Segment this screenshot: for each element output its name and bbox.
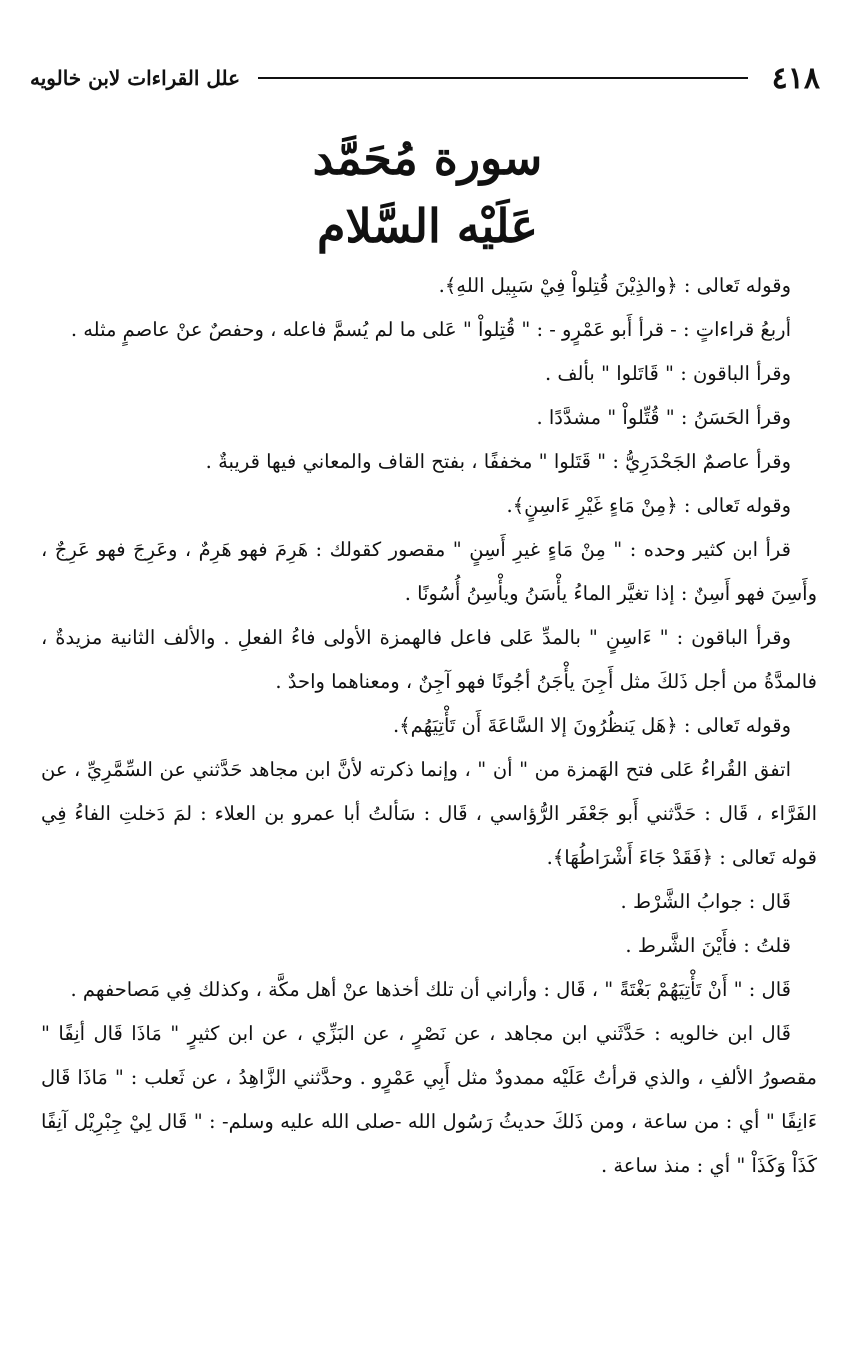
paragraph: وقرأ الحَسَنُ : " قُتِّلواْ " مشدَّدًا .: [536, 406, 791, 429]
paragraph: قرأ ابن كثير وحده : " مِنْ مَاءٍ غيرِ أَسِنٍ " مقصور كقولك : هَرِمَ فهو هَرِمٌ ، وعَرِجَ فهو عَرِجٌ ، وأَسِنَ فهو أَسِنٌ : إذا تغيَّر الماءُ يأْسَنُ ويأْسِنُ أُسُونًا .: [41, 538, 817, 605]
paragraph: وقرأ عاصمٌ الجَحْدَرِيُّ : " قَتَلوا " مخففًا ، بفتح القاف والمعاني فيها قريبةٌ .: [205, 450, 791, 473]
paragraph: قَال : جوابُ الشَّرْط .: [620, 890, 791, 913]
page-number: ٤١٨: [771, 60, 820, 96]
body-text: [41, 264, 817, 1188]
header-rule: [258, 77, 748, 79]
paragraph: أربعُ قراءاتٍ : - قرأ أَبو عَمْرٍو - : " قُتِلواْ " عَلى ما لم يُسمَّ فاعله ، وحفصٌ عنْ عاصمٍ مثله .: [70, 318, 791, 341]
paragraph: وقرأ الباقون : " ءَاسِنٍ " بالمدِّ عَلى فاعل فالهمزة الأولى فاءُ الفعلِ . والألف الثانية مزيدةٌ ، فالمدَّةُ من أجل ذَلكَ مثل أَجِنَ يأْجَنُ أجُونًا فهو آجِنٌ ، ومعناهما واحدٌ .: [41, 626, 817, 693]
surah-title: سورة مُحَمَّد: [312, 131, 543, 185]
paragraph: وقرأ الباقون : " قَاتَلوا " بألف .: [544, 362, 791, 385]
paragraph: اتفق القُراءُ عَلى فتح الهَمزة من " أن " ، وإنما ذكرته لأنَّ ابن مجاهد حَدَّثني عن السِّمَّرِيِّ ، عن الفَرَّاء ، قَال : حَدَّثني أَبو جَعْفَر الرُّؤاسي ، قَال : سَألتُ أبا عمرو بن العلاء : لمَ دَخلتِ الفاءُ فِي قوله تَعالى : ﴿فَقَدْ جَاءَ أَشْرَاطُهَا﴾.: [41, 758, 817, 869]
surah-subtitle: عَلَيْه السَّلام: [317, 199, 538, 253]
paragraph: وقوله تَعالى : ﴿مِنْ مَاءٍ غَيْرِ ءَاسِنٍ﴾.: [506, 494, 791, 517]
paragraph: قَال ابن خالويه : حَدَّثَني ابن مجاهد ، عن نَصْرٍ ، عن البَزِّي ، عن ابن كثيرٍ " مَاذَا قَال أنِفًا " مقصورُ الألفِ ، والذي قرأتُ عَلَيْه ممدودٌ مثل أَبِي عَمْرٍو . وحدَّثني الزَّاهِدُ ، عن ثَعلب : " مَاذَا قَال ءَانِفًا " أي : من ساعة ، ومن ذَلكَ حديثُ رَسُول الله -صلى الله عليه وسلم- : " قَال لِيْ جِبْرِيْل آنِفًا كَذَاْ وَكَذَاْ " أي : منذ ساعة .: [41, 1022, 817, 1177]
book-title: علل القراءات لابن خالويه: [30, 66, 241, 90]
paragraph: قلتُ : فأَيْنَ الشَّرط .: [625, 934, 791, 957]
paragraph: قَال : " أَنْ تَأْتِيَهُمْ بَغْتَةً " ، قَال : وأراني أن تلك أخذها عنْ أهل مكَّة ، وكذلك فِي مَصاحفهم .: [70, 978, 791, 1001]
paragraph: وقوله تَعالى : ﴿هَل يَنظُرُونَ إلا السَّاعَةَ أَن تَأْتِيَهُم﴾.: [393, 714, 791, 737]
page-header: [30, 58, 820, 98]
paragraph: وقوله تَعالى : ﴿والذِيْنَ قُتِلواْ فِيْ سَبِيل اللهِ﴾.: [438, 274, 791, 297]
